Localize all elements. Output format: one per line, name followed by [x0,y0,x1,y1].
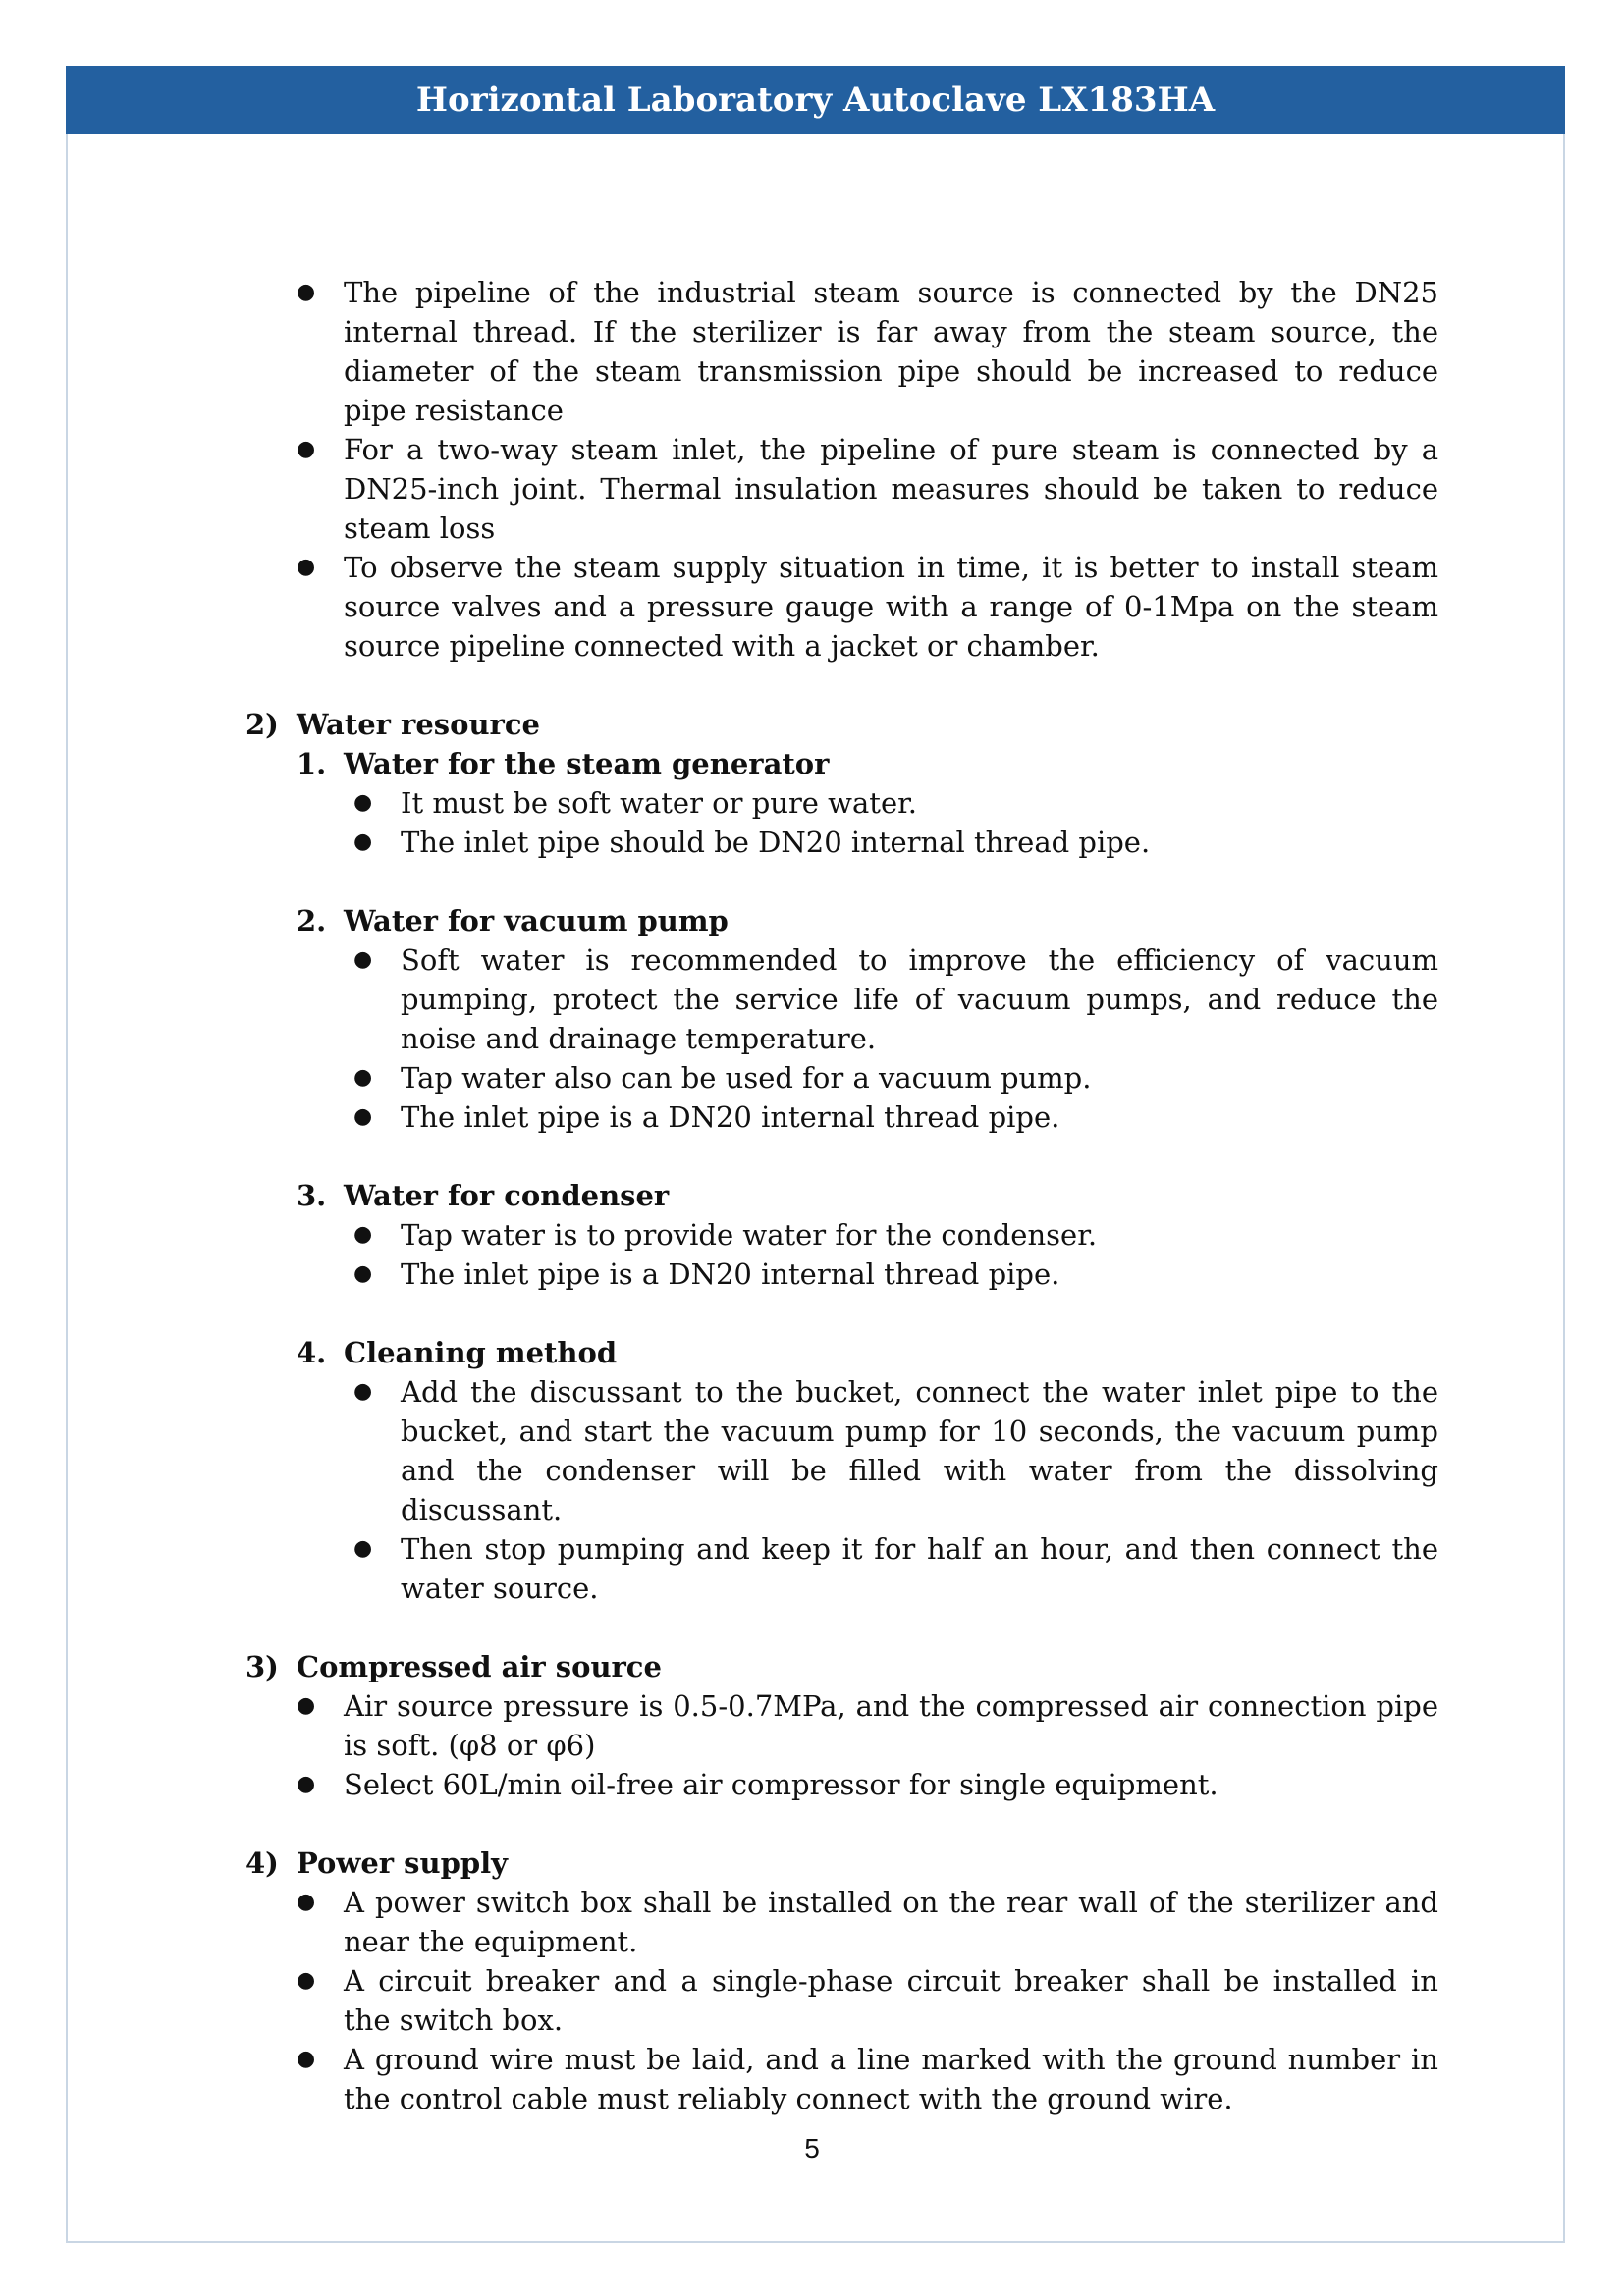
subsection-title: Water for the steam generator [344,747,830,780]
bullet-list [245,1686,1438,1804]
bullet-icon: ● [353,1379,373,1404]
bullet-icon: ● [353,1261,373,1286]
section-heading [245,1843,1438,1883]
bullet-icon: ● [353,947,373,972]
list-item: ● Select 60L/min oil-free air compressor for single equipment. [245,1765,1438,1804]
bullet-icon: ● [353,829,373,854]
bullet-icon: ● [297,1693,316,1718]
subsection-number: 1. [297,747,327,780]
bullet-icon: ● [353,1104,373,1129]
bullet-icon: ● [297,1890,316,1914]
subsection-title: Water for condenser [344,1179,670,1212]
section-number: 2) [245,708,279,741]
section-number: 4) [245,1846,279,1880]
subsection-number: 2. [297,904,327,937]
bullet-icon: ● [297,280,316,304]
list-item: ● Tap water also can be used for a vacuum pump. [245,1058,1438,1097]
bullet-list [245,783,1438,862]
subsection-heading [245,1176,1438,1215]
bullet-list [245,1883,1438,2118]
subsection-title: Cleaning method [344,1336,618,1369]
section-number: 3) [245,1650,279,1683]
subsection-number: 3. [297,1179,327,1212]
list-item: ● The pipeline of the industrial steam source is connected by the DN25 internal thread. If the sterilizer is far away from the steam source, the diameter of the steam transmission pipe should be increased to reduce pipe resistance [245,273,1438,430]
subsection-title: Water for vacuum pump [344,904,729,937]
list-item: ● A power switch box shall be installed on the rear wall of the sterilizer and near the equipment. [245,1883,1438,1961]
section-heading [245,1647,1438,1686]
document-body [245,273,1438,2118]
bullet-icon: ● [353,1536,373,1561]
page-title: Horizontal Laboratory Autoclave LX183HA [415,80,1216,120]
intro-bullet-list [245,273,1438,666]
bullet-icon: ● [353,1222,373,1247]
bullet-icon: ● [297,555,316,579]
list-item: ● For a two-way steam inlet, the pipeline of pure steam is connected by a DN25-inch joint. Thermal insulation measures should be taken to reduce steam loss [245,430,1438,548]
bullet-icon: ● [353,1065,373,1090]
list-item: ● The inlet pipe is a DN20 internal thread pipe. [245,1255,1438,1294]
list-item: ● Air source pressure is 0.5-0.7MPa, and the compressed air connection pipe is soft. (φ8 or φ6) [245,1686,1438,1765]
section-title: Water resource [297,708,540,741]
bullet-list [245,940,1438,1137]
section-heading [245,705,1438,744]
list-item: ● A ground wire must be laid, and a line marked with the ground number in the control cable must reliably connect with the ground wire. [245,2040,1438,2118]
subsection-heading [245,744,1438,783]
list-item: ● The inlet pipe should be DN20 internal thread pipe. [245,823,1438,862]
list-item: ● To observe the steam supply situation in time, it is better to install steam source valves and a pressure gauge with a range of 0-1Mpa on the steam source pipeline connected with a jacket or chamber. [245,548,1438,666]
bullet-icon: ● [297,2047,316,2071]
bullet-icon: ● [297,1968,316,1993]
list-item: ● A circuit breaker and a single-phase circuit breaker shall be installed in the switch box. [245,1961,1438,2040]
list-item: ● Tap water is to provide water for the condenser. [245,1215,1438,1255]
section-title: Power supply [297,1846,508,1880]
subsection-heading [245,901,1438,940]
list-item: ● The inlet pipe is a DN20 internal thread pipe. [245,1097,1438,1137]
list-item: ● Soft water is recommended to improve the efficiency of vacuum pumping, protect the service life of vacuum pumps, and reduce the noise and drainage temperature. [245,940,1438,1058]
page-number: 5 [804,2133,820,2163]
bullet-list [245,1215,1438,1294]
list-item: ● It must be soft water or pure water. [245,783,1438,823]
bullet-icon: ● [353,790,373,815]
subsection-heading [245,1333,1438,1372]
subsection-number: 4. [297,1336,327,1369]
bullet-icon: ● [297,1772,316,1796]
list-item: ● Add the discussant to the bucket, connect the water inlet pipe to the bucket, and start the vacuum pump for 10 seconds, the vacuum pump and the condenser will be filled with water from the dissolving discussant. [245,1372,1438,1529]
section-title: Compressed air source [297,1650,662,1683]
bullet-list [245,1372,1438,1608]
list-item: ● Then stop pumping and keep it for half an hour, and then connect the water source. [245,1529,1438,1608]
bullet-icon: ● [297,437,316,461]
page-header [66,66,1565,134]
